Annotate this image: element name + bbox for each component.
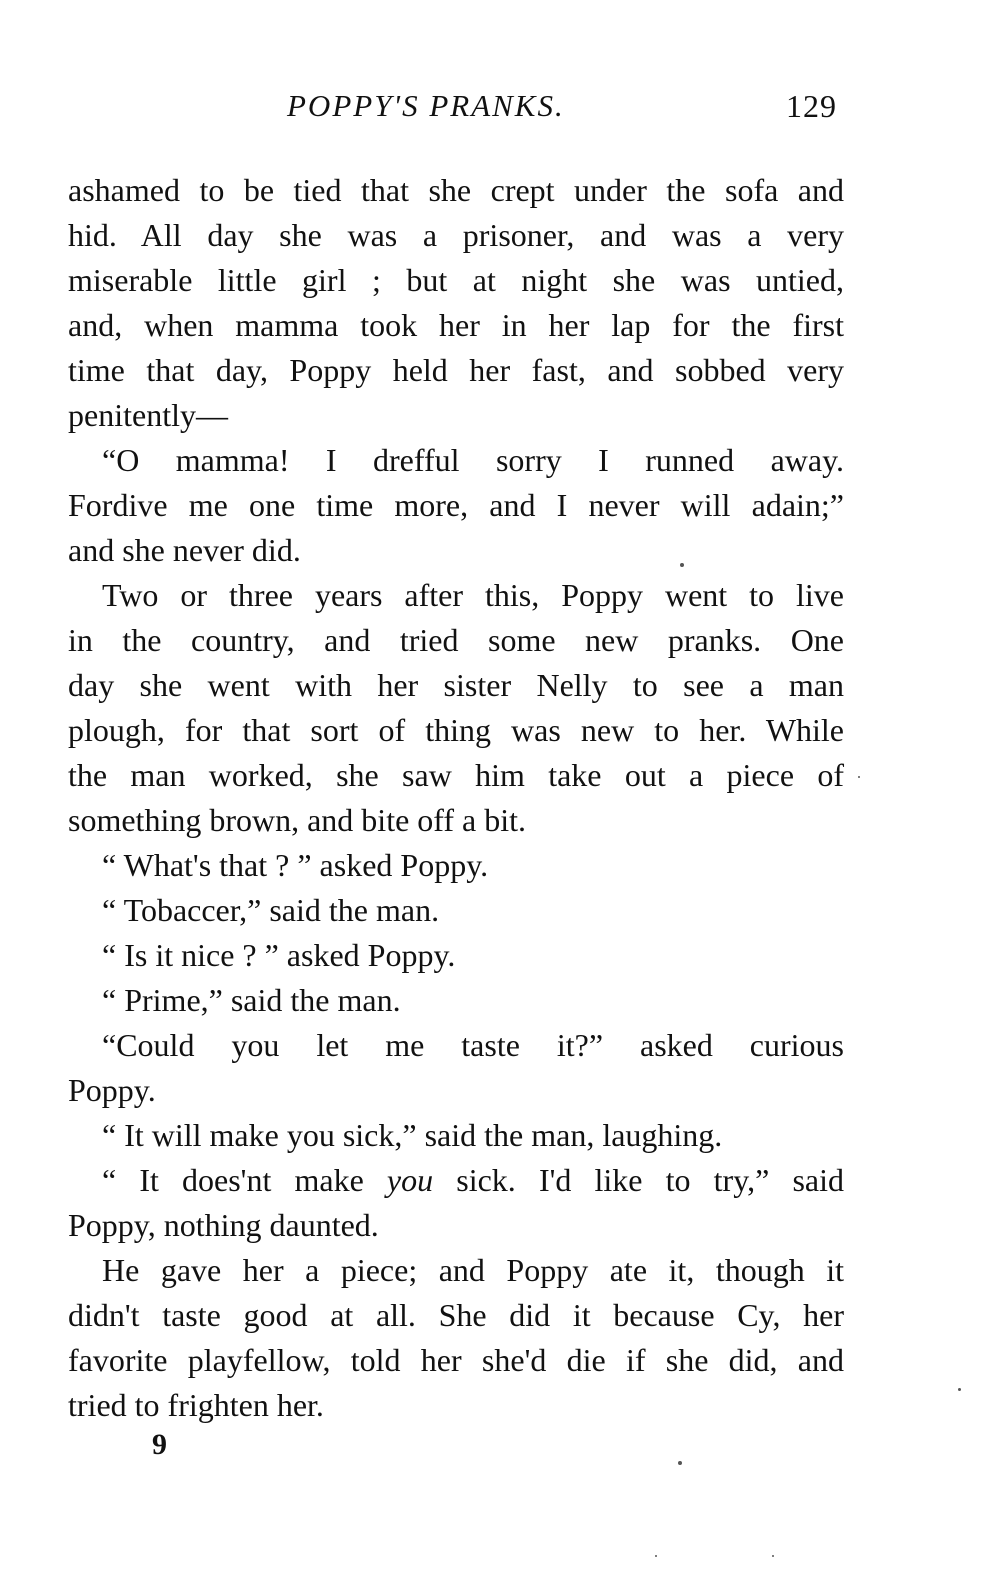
body-line: “ Is it nice ? ” asked Poppy. bbox=[102, 937, 456, 973]
body-line: Fordive me one time more, and I never will adain;” bbox=[68, 487, 844, 523]
body-line: favorite playfellow, told her she'd die if she did, and bbox=[68, 1342, 844, 1378]
body-line: Poppy. bbox=[68, 1072, 156, 1108]
print-speck bbox=[678, 1461, 682, 1465]
body-line: the man worked, she saw him take out a piece of bbox=[68, 757, 844, 793]
print-speck bbox=[772, 1555, 774, 1557]
print-speck bbox=[680, 563, 684, 567]
body-line: Two or three years after this, Poppy went to live bbox=[102, 577, 844, 613]
body-line-with-italic bbox=[102, 1158, 844, 1202]
body-line: He gave her a piece; and Poppy ate it, though it bbox=[102, 1252, 844, 1288]
body-line: hid. All day she was a prisoner, and was a very bbox=[68, 217, 844, 253]
body-line: “ Tobaccer,” said the man. bbox=[102, 892, 440, 928]
body-line: tried to frighten her. bbox=[68, 1387, 324, 1423]
body-line: “Could you let me taste it?” asked curious bbox=[102, 1027, 844, 1063]
body-line: day she went with her sister Nelly to see a man bbox=[68, 667, 844, 703]
print-speck bbox=[958, 1388, 961, 1391]
body-line: “ Prime,” said the man. bbox=[102, 982, 401, 1018]
body-line: and she never did. bbox=[68, 532, 301, 568]
body-line: miserable little girl ; but at night she was untied, bbox=[68, 262, 844, 298]
running-title: POPPY'S PRANKS. bbox=[287, 88, 565, 123]
italic-word: you bbox=[386, 1162, 434, 1198]
body-line: time that day, Poppy held her fast, and sobbed very bbox=[68, 352, 844, 388]
print-speck bbox=[858, 776, 860, 778]
print-speck bbox=[655, 1555, 657, 1557]
signature-mark: 9 bbox=[152, 1428, 167, 1461]
body-line: and, when mamma took her in her lap for the first bbox=[68, 307, 844, 343]
body-line: something brown, and bite off a bit. bbox=[68, 802, 526, 838]
body-line: “O mamma! I drefful sorry I runned away. bbox=[102, 442, 844, 478]
page-number: 129 bbox=[786, 88, 837, 124]
body-line: penitently— bbox=[68, 397, 228, 433]
line-segment: “ It does'nt make bbox=[102, 1162, 387, 1198]
body-line: plough, for that sort of thing was new to her. While bbox=[68, 712, 844, 748]
body-line: ashamed to be tied that she crept under the sofa and bbox=[68, 172, 844, 208]
body-line: in the country, and tried some new pranks. One bbox=[68, 622, 844, 658]
body-line: Poppy, nothing daunted. bbox=[68, 1207, 379, 1243]
line-segment: sick. I'd like to try,” said bbox=[433, 1162, 845, 1198]
body-line: “ It will make you sick,” said the man, laughing. bbox=[102, 1117, 723, 1153]
body-line: didn't taste good at all. She did it because Cy, her bbox=[68, 1297, 844, 1333]
body-line: “ What's that ? ” asked Poppy. bbox=[102, 847, 489, 883]
